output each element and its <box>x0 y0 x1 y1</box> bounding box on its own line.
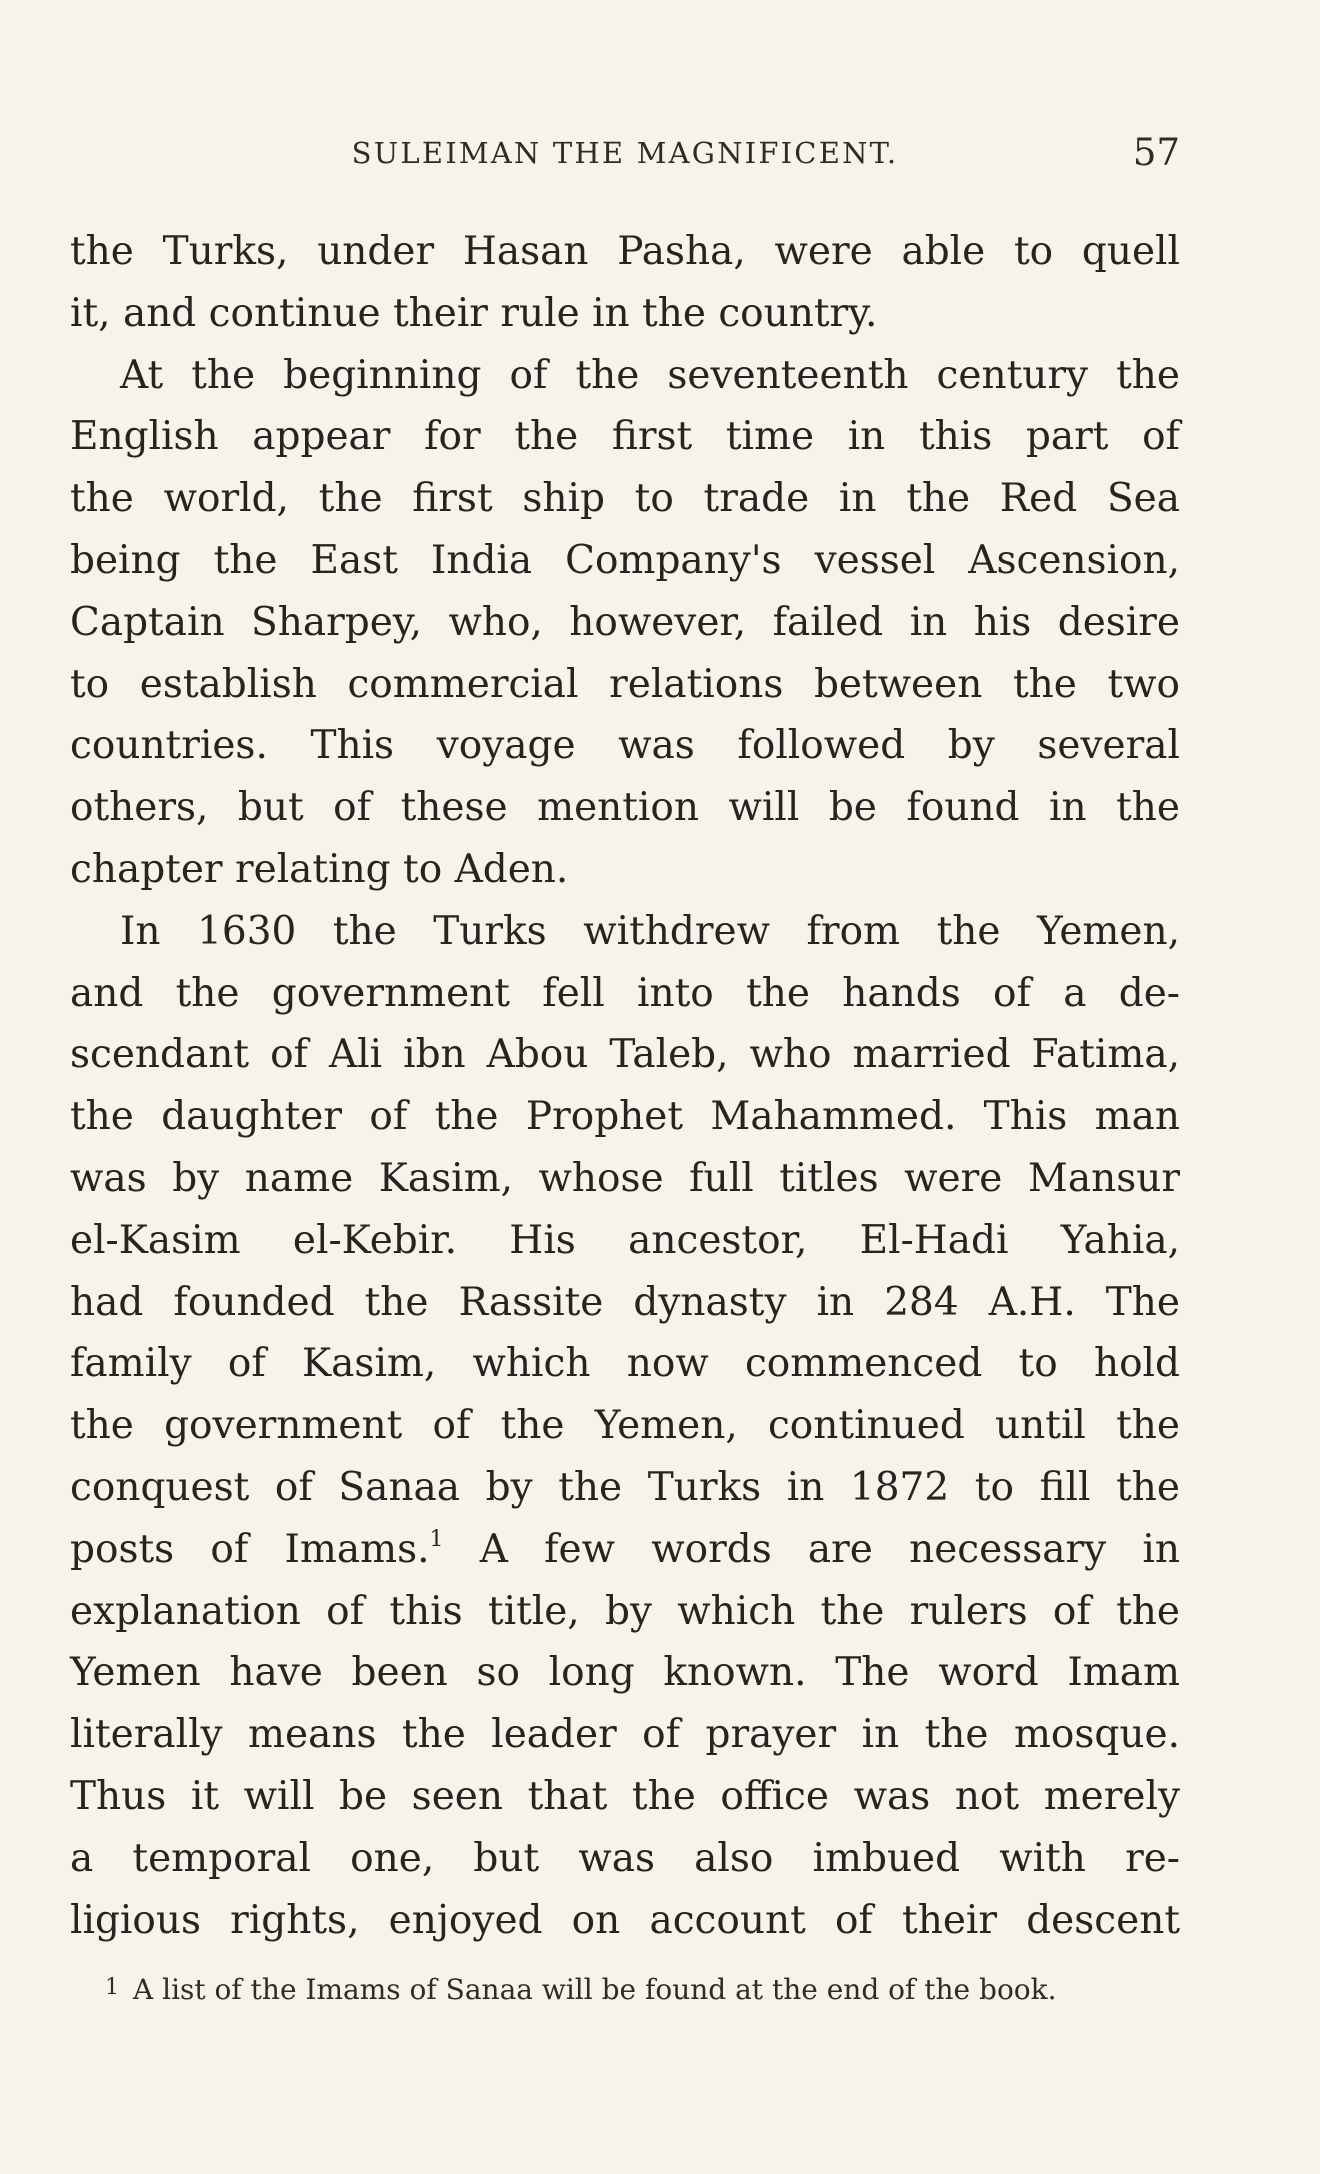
text-line-tail: A few words are necessary in <box>479 1526 1180 1572</box>
text-line: family of Kasim, which now commenced to hold <box>70 1341 1180 1387</box>
running-title: SULEIMAN THE MAGNIFICENT. <box>351 136 899 170</box>
text-line: scendant of Ali ibn Abou Taleb, who married Fatima, <box>70 1032 1180 1078</box>
text-line: chapter relating to Aden. <box>70 846 569 892</box>
text-line: the world, the first ship to trade in the Red Sea <box>70 476 1180 522</box>
text-line: the Turks, under Hasan Pasha, were able to quell <box>70 229 1180 274</box>
text-line: and the government fell into the hands of a de- <box>70 970 1180 1016</box>
text-line: to establish commercial relations between the two <box>70 661 1180 707</box>
text-line: being the East India Company's vessel Ascension, <box>70 537 1180 583</box>
text-line: literally means the leader of prayer in the mosque. <box>70 1712 1180 1758</box>
text-line-lead: posts of Imams. <box>70 1526 430 1572</box>
text-line: countries. This voyage was followed by several <box>70 723 1180 769</box>
running-head <box>70 128 1180 178</box>
text-line: Captain Sharpey, who, however, failed in his desire <box>70 599 1180 645</box>
text-line: In 1630 the Turks withdrew from the Yemen, <box>120 908 1180 954</box>
footnote-reference: 1 <box>429 1526 444 1552</box>
text-line: explanation of this title, by which the rulers of the <box>70 1588 1180 1634</box>
text-line: Thus it will be seen that the office was not merely <box>70 1773 1180 1819</box>
body-text <box>70 221 1180 1951</box>
footnote-text: A list of the Imams of Sanaa will be found at the end of the book. <box>133 1973 1057 2006</box>
text-line: At the beginning of the seventeenth century the <box>120 352 1180 398</box>
text-line: English appear for the first time in this part of <box>70 414 1180 460</box>
text-line: others, but of these mention will be found in the <box>70 785 1180 831</box>
text-line-with-footnote-ref <box>70 1519 1180 1581</box>
text-line: the government of the Yemen, continued until the <box>70 1403 1180 1449</box>
text-line: it, and continue their rule in the country. <box>70 290 878 336</box>
footnote-marker: 1 <box>105 1975 119 2000</box>
text-line: had founded the Rassite dynasty in 284 A.H. The <box>70 1279 1180 1325</box>
text-line: conquest of Sanaa by the Turks in 1872 to fill the <box>70 1464 1180 1510</box>
text-line: the daughter of the Prophet Mahammed. This man <box>70 1094 1180 1140</box>
text-line: ligious rights, enjoyed on account of their descent <box>70 1897 1180 1943</box>
text-line: el-Kasim el-Kebir. His ancestor, El-Hadi Yahia, <box>70 1217 1180 1263</box>
text-line: Yemen have been so long known. The word Imam <box>70 1650 1180 1696</box>
footnote <box>105 1966 1180 2012</box>
page-number: 57 <box>1132 131 1180 174</box>
text-line: was by name Kasim, whose full titles were Mansur <box>70 1155 1180 1201</box>
text-line: a temporal one, but was also imbued with re- <box>70 1835 1180 1881</box>
